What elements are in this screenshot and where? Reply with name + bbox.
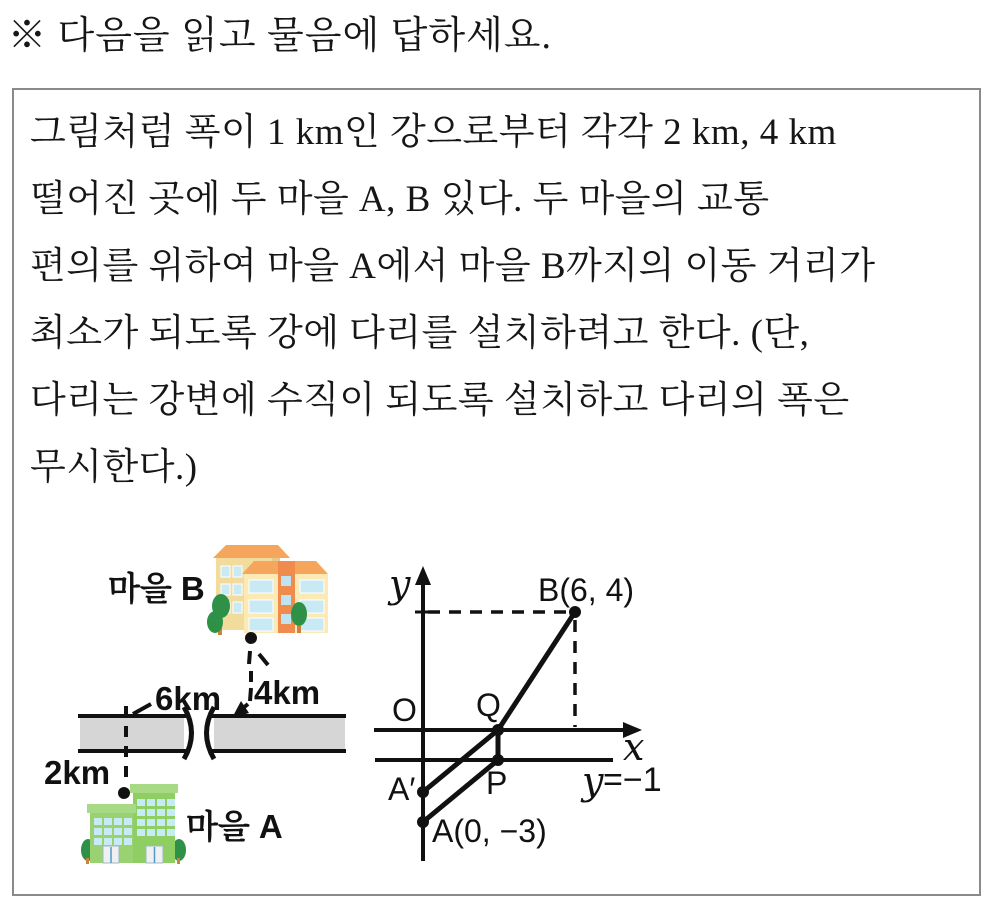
problem-line: 그림처럼 폭이 1 km인 강으로부터 각각 2 km, 4 km [30, 112, 837, 153]
village-b-label: 마을 B [108, 570, 205, 607]
river-line-label-eq: =−1 [603, 761, 662, 799]
distance-4km-label: 4km [254, 674, 321, 711]
a-point-label: A(0, −3) [432, 813, 547, 849]
y-axis-label: y [389, 562, 411, 606]
problem-line: 편의를 위하여 마을 A에서 마을 B까지의 이동 거리가 [30, 246, 876, 287]
village-a-label: 마을 A [186, 808, 283, 845]
problem-text [30, 99, 970, 501]
distance-2km-label: 2km [44, 754, 111, 791]
village-a-point [118, 787, 130, 799]
page-title: ※ 다음을 읽고 물음에 답하세요. [8, 15, 552, 57]
y-axis-arrow [415, 566, 431, 585]
a-prime-label: A′ [388, 771, 416, 807]
p-label: P [486, 765, 508, 801]
problem-line: 무시한다.) [30, 447, 198, 488]
point-a-prime [417, 786, 429, 798]
river-line-label-y: y [582, 759, 604, 803]
point-a [417, 816, 429, 828]
origin-label: O [392, 692, 417, 728]
q-label: Q [476, 687, 501, 723]
b-point-label: B(6, 4) [538, 572, 635, 608]
village-b-point [245, 632, 257, 644]
coordinate-figure [374, 562, 662, 861]
distance-6km-label: 6km [155, 680, 222, 717]
leader-6km [133, 704, 151, 714]
figures-illustration [20, 530, 700, 895]
village-figure [44, 545, 346, 864]
problem-line: 다리는 강변에 수직이 되도록 설치하고 다리의 폭은 [30, 380, 850, 421]
x-axis-label: x [623, 725, 645, 769]
problem-line: 떨어진 곳에 두 마을 A, B 있다. 두 마을의 교통 [30, 179, 770, 220]
apartment-b-icon [207, 545, 328, 635]
point-q [492, 724, 504, 736]
building-a-icon [81, 784, 186, 864]
problem-line: 최소가 되도록 강에 다리를 설치하려고 한다. (단, [30, 313, 810, 354]
segment-q-b [498, 612, 575, 730]
